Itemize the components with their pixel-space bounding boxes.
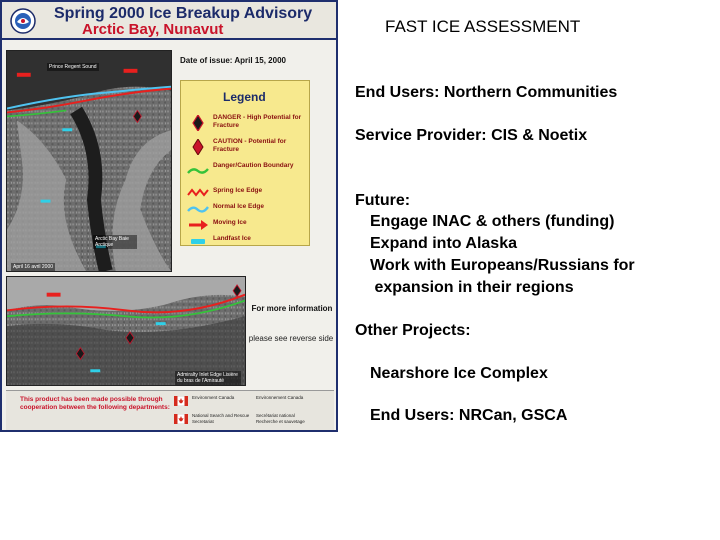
see-reverse-label: please see reverse side bbox=[248, 334, 334, 343]
future-item: Engage INAC & others (funding) bbox=[370, 213, 615, 230]
future-item: Expand into Alaska bbox=[370, 235, 517, 252]
slide-heading: FAST ICE ASSESSMENT bbox=[385, 17, 581, 36]
danger-diamond-icon bbox=[187, 115, 209, 131]
map-label-date-stamp: April 16 avril 2000 bbox=[13, 264, 54, 270]
future-item: expansion in their regions bbox=[370, 279, 574, 296]
more-info-label: For more information bbox=[251, 304, 333, 313]
other-project-item: Nearshore Ice Complex bbox=[370, 365, 548, 382]
department-row bbox=[174, 412, 334, 428]
legend-item-boundary bbox=[187, 161, 309, 183]
satellite-map-bottom bbox=[6, 276, 246, 386]
legend-text: CAUTION - Potential for Fracture bbox=[213, 138, 287, 153]
other-project-item: End Users: NRCan, GSCA bbox=[370, 407, 568, 424]
landfast-ice-bar-icon bbox=[187, 233, 209, 249]
department-row bbox=[174, 394, 334, 410]
legend-title: Legend bbox=[223, 90, 266, 104]
date-of-issue: Date of issue: April 15, 2000 bbox=[180, 56, 286, 65]
poster-subtitle: Arctic Bay, Nunavut bbox=[82, 21, 224, 38]
legend-text: Normal Ice Edge bbox=[213, 203, 264, 210]
canada-flag-icon bbox=[174, 396, 188, 406]
agency-emblem-icon bbox=[10, 8, 36, 34]
satellite-map-top bbox=[6, 50, 172, 272]
caution-diamond-icon bbox=[187, 139, 209, 155]
other-projects-label: Other Projects: bbox=[355, 322, 471, 339]
future-label: Future: bbox=[355, 192, 411, 209]
department-name-en: National Search and Rescue Secretariat bbox=[192, 413, 250, 424]
canada-flag-icon bbox=[174, 414, 188, 424]
map-label-admiralty: Admiralty Inlet Edge Lisière du bras de l'Amirauté bbox=[175, 371, 241, 385]
boundary-line-icon bbox=[187, 163, 209, 179]
department-name-en: Environment Canada bbox=[192, 395, 235, 400]
poster-title: Spring 2000 Ice Breakup Advisory bbox=[54, 5, 313, 22]
legend-text: Moving Ice bbox=[213, 219, 247, 226]
department-name-fr: Environnement Canada bbox=[256, 395, 304, 400]
poster-footer bbox=[6, 390, 334, 430]
legend-text: Landfast Ice bbox=[213, 235, 251, 242]
map-label-top-place: Prince Regent Sound bbox=[49, 64, 97, 70]
poster-header bbox=[2, 2, 336, 40]
department-name-fr: Secrétariat national Recherche et sauvetage bbox=[256, 413, 305, 424]
legend-item-caution bbox=[187, 137, 309, 159]
legend-item-landfast-ice bbox=[187, 231, 309, 253]
legend-text: Danger/Caution Boundary bbox=[213, 162, 294, 169]
legend-text: DANGER - High Potential for Fracture bbox=[213, 114, 302, 129]
advisory-poster bbox=[0, 0, 338, 432]
map-label-arctic-bay: Arctic Bay Baie Arctique bbox=[93, 235, 137, 249]
end-users-line: End Users: Northern Communities bbox=[355, 84, 618, 101]
service-provider-line: Service Provider: CIS & Noetix bbox=[355, 127, 588, 144]
future-item: Work with Europeans/Russians for bbox=[370, 257, 635, 274]
legend-text: Spring Ice Edge bbox=[213, 187, 263, 194]
legend-item-danger bbox=[187, 113, 309, 135]
cooperation-note: This product has been made possible through cooperation between the following departments: bbox=[20, 396, 170, 411]
legend-box bbox=[180, 80, 310, 246]
